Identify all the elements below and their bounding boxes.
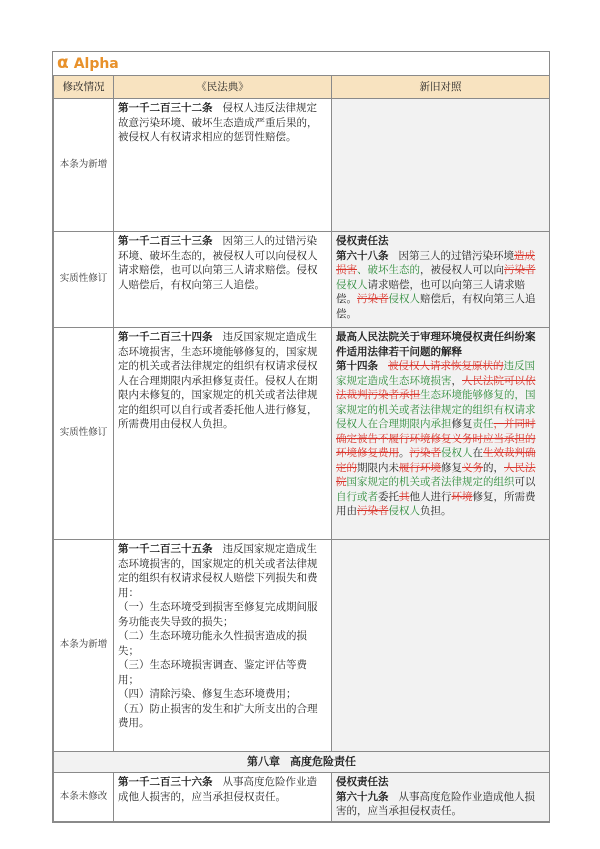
added-text: 、破坏生态的: [357, 264, 420, 276]
unchanged-text: 的，: [483, 461, 504, 474]
added-text: 违反国家规定造成生态环境损害: [336, 360, 535, 387]
article-text: 违反国家规定造成生态环境损害，生态环境能够修复的，国家规定的机关或者法律规定的组织有权请求侵权人在合理期限内承担修复责任。侵权人在期限内未修复的，国家规定的机关或者法律规定的组织可以自行或者委托他人进行修复，所需费用由侵权人负担。: [118, 331, 318, 430]
comparison-table: [53, 76, 550, 822]
deleted-text: 人民法院可以依法裁判污染者承担: [336, 374, 536, 401]
article-text: 因第三人的过错污染环境、破坏生态的，被侵权人可以向侵权人请求赔偿，也可以向第三人请求赔偿。侵权人赔偿后，有权向第三人追偿。: [118, 235, 318, 291]
compare-cell: [332, 328, 550, 540]
code-cell: [114, 328, 332, 540]
added-text: 侵权人: [388, 505, 420, 517]
chapter-title: 高度危险责任: [290, 754, 356, 768]
unchanged-text: 委托: [378, 490, 399, 503]
table-row: [54, 232, 550, 328]
chapter-row: [54, 752, 550, 773]
list-item: （二）生态环境功能永久性损害造成的损失；: [118, 630, 307, 657]
compare-cell: [332, 773, 550, 822]
added-text: 侵权人: [388, 293, 420, 305]
old-article-number: 第六十九条: [336, 790, 389, 803]
unchanged-text: 在: [472, 447, 483, 459]
article-text: 从事高度危险作业造成他人损害的，应当承担侵权责任。: [118, 776, 317, 803]
added-text: 自行或者: [336, 490, 378, 503]
status-cell: 本条为新增: [54, 99, 114, 232]
chapter-number: 第八章: [247, 754, 280, 768]
deleted-text: 污染者: [504, 264, 536, 276]
list-item: （三）生态环境损害调查、鉴定评估等费用；: [118, 659, 307, 686]
old-article-number: 第十四条: [336, 360, 378, 372]
header-compare: 新旧对照: [332, 76, 550, 99]
unchanged-text: 修复: [451, 418, 473, 430]
unchanged-text: 他人进行: [409, 490, 452, 503]
article-number: 第一千二百三十三条: [118, 235, 213, 247]
old-article-text: [336, 360, 536, 517]
added-text: 国家规定的机关或者法律规定的组织: [346, 476, 515, 488]
unchanged-text: 修复: [441, 461, 462, 474]
added-text: 责任: [472, 418, 494, 430]
unchanged-text: 请求赔偿，也可以向第三人请求赔偿。: [336, 278, 525, 305]
article-number: 第一千二百三十四条: [118, 331, 213, 343]
header-row: [54, 76, 550, 99]
table-row: [54, 99, 550, 232]
deleted-text: 环境: [451, 490, 473, 503]
article-number: 第一千二百三十五条: [118, 543, 213, 555]
table-row: [54, 540, 550, 752]
chapter-heading: [54, 752, 550, 773]
unchanged-text: 负担。: [420, 505, 452, 517]
header-code: 《民法典》: [114, 76, 332, 99]
unchanged-text: ，被侵权人可以向: [420, 264, 504, 276]
brand-name: Alpha: [73, 55, 119, 72]
unchanged-text: 赔偿后，有权向第三人追偿。: [336, 293, 536, 320]
article-number: 第一千二百三十六条: [118, 776, 213, 788]
deleted-text: 污染者: [357, 293, 389, 305]
old-source: 侵权责任法: [336, 235, 389, 247]
status-cell: 本条为新增: [54, 540, 114, 752]
logo-bar: [53, 52, 549, 76]
status-cell: 实质性修订: [54, 232, 114, 328]
compare-cell: [332, 540, 550, 752]
deleted-text: 被侵权人请求恢复原状的: [388, 360, 504, 372]
compare-cell: [332, 99, 550, 232]
deleted-text: 污染者: [409, 447, 441, 459]
article-number: 第一千二百三十二条: [118, 102, 213, 114]
deleted-text: 造成损害: [336, 249, 535, 276]
old-article-number: 第六十八条: [336, 249, 389, 262]
unchanged-text: 因第三人的过错污染环境: [398, 249, 514, 262]
deleted-text: 人民法院: [336, 461, 536, 488]
compare-cell: [332, 232, 550, 328]
old-source: 最高人民法院关于审理环境侵权责任纠纷案件适用法律若干问题的解释: [336, 331, 536, 358]
code-cell: [114, 99, 332, 232]
deleted-text: 义务: [462, 461, 483, 474]
status-cell: 实质性修订: [54, 328, 114, 540]
added-text: 侵权人: [336, 278, 368, 291]
document-sheet: [52, 51, 550, 823]
unchanged-text: ，: [451, 374, 462, 387]
table-row: [54, 328, 550, 540]
unchanged-text: 期限内未: [357, 461, 399, 474]
deleted-text: 履行环境: [399, 461, 441, 474]
code-cell: [114, 773, 332, 822]
unchanged-text: 修复，所需费用由: [336, 490, 536, 517]
list-item: （四）清除污染、修复生态环境费用；: [118, 688, 297, 700]
list-item: （一）生态环境受到损害至修复完成期间服务功能丧失导致的损失；: [118, 601, 318, 628]
article-text: 违反国家规定造成生态环境损害的，国家规定的机关或者法律规定的组织有权请求侵权人赔偿下列损失和费用：: [118, 543, 318, 599]
added-text: 生态环境能够修复的，国家规定的机关或者法律规定的组织有权请求侵权人在合理期限内承担: [336, 389, 536, 430]
old-source: 侵权责任法: [336, 776, 389, 788]
list-item: （五）防止损害的发生和扩大所支出的合理费用。: [118, 702, 318, 729]
unchanged-text: 可以: [514, 476, 536, 488]
deleted-text: 生效裁判确定的: [336, 447, 536, 474]
old-article-text: 从事高度危险作业造成他人损害的，应当承担侵权责任。: [336, 790, 535, 817]
code-cell: [114, 232, 332, 328]
header-status: 修改情况: [54, 76, 114, 99]
table-row: [54, 773, 550, 822]
deleted-text: 污染者: [357, 505, 389, 517]
loss-list: [118, 600, 327, 731]
unchanged-text: 。: [399, 447, 410, 459]
status-cell: 本条未修改: [54, 773, 114, 822]
alpha-logo-icon: α: [57, 53, 69, 73]
deleted-text: ，并同时确定被告不履行环境修复义务时应当承担的环境修复费用: [336, 418, 536, 459]
article-text: 侵权人违反法律规定故意污染环境、破坏生态造成严重后果的，被侵权人有权请求相应的惩罚性赔偿。: [118, 102, 318, 143]
added-text: 侵权人: [441, 447, 473, 459]
code-cell: [114, 540, 332, 752]
deleted-text: 其: [399, 490, 410, 503]
